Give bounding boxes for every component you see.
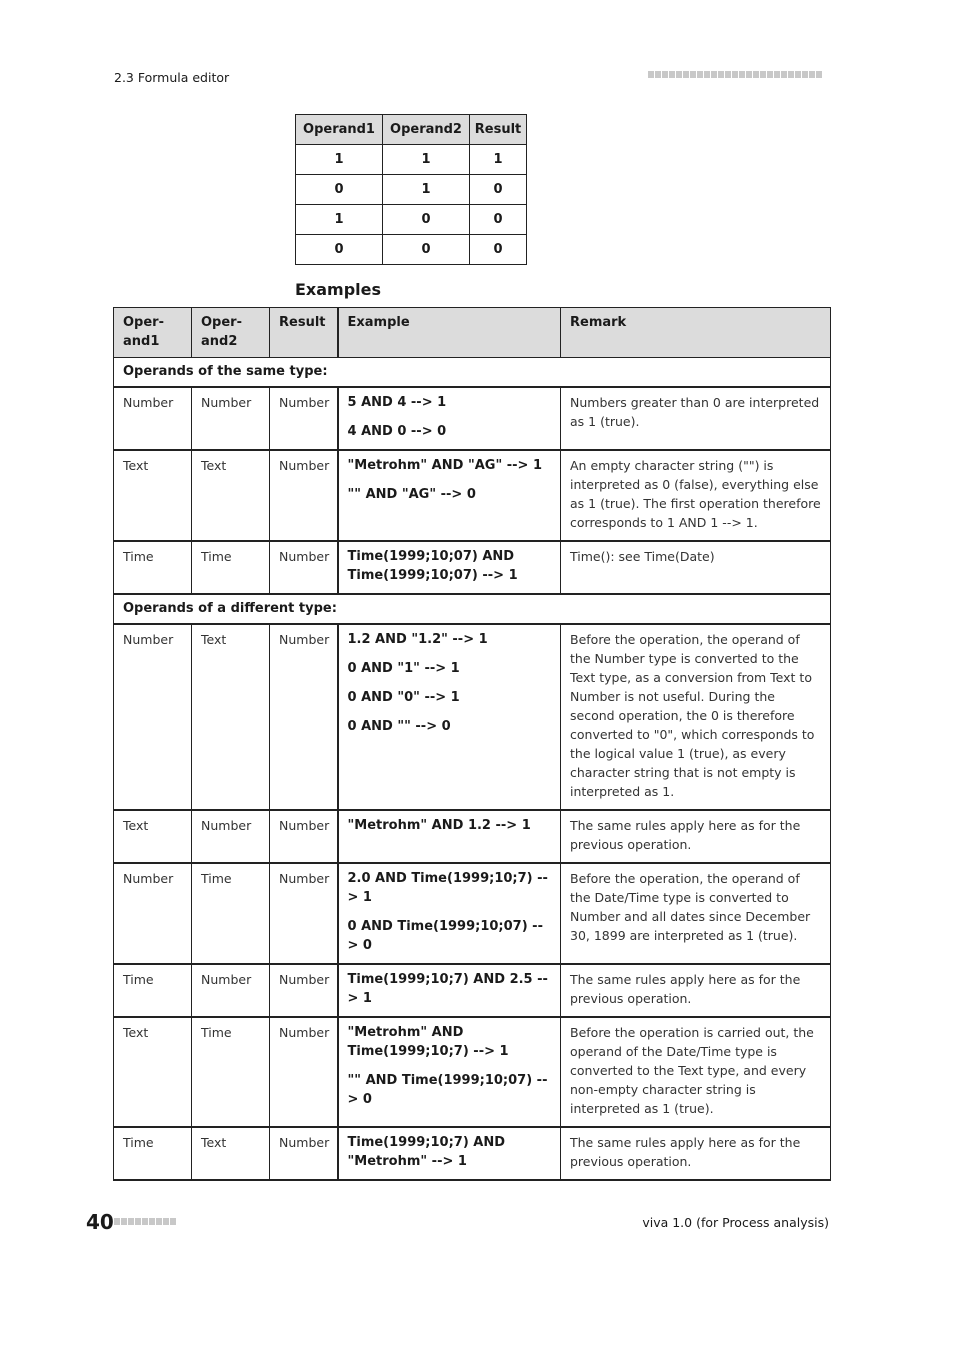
table-row	[114, 450, 831, 541]
table-cell: 0	[383, 205, 470, 235]
operand1-cell: Text	[114, 450, 192, 541]
result-cell: Number	[270, 387, 338, 450]
table-row	[296, 145, 527, 175]
result-cell: Number	[270, 541, 338, 594]
truth-header-result: Result	[470, 115, 527, 145]
remark-cell: Before the operation is carried out, the operand of the Date/Time type is converted to the Text type, and every non-empty character string is interpreted as 1 (true).	[561, 1017, 831, 1127]
operand1-cell: Time	[114, 964, 192, 1017]
example-expression: Time(1999;10;7) AND "Metrohm" --> 1	[347, 1135, 506, 1169]
operand1-cell: Text	[114, 1017, 192, 1127]
header-remark: Remark	[561, 308, 831, 358]
table-row	[114, 810, 831, 863]
table-cell: 1	[470, 145, 527, 175]
table-row	[114, 387, 831, 450]
example-cell	[338, 1017, 561, 1127]
truth-header-operand2: Operand2	[383, 115, 470, 145]
example-expression: Time(1999;10;7) AND 2.5 --> 1	[347, 972, 548, 1006]
footer-decoration	[114, 1218, 176, 1225]
section-label: Operands of a different type:	[114, 594, 831, 624]
table-row	[114, 1017, 831, 1127]
operand1-cell: Number	[114, 387, 192, 450]
operand2-cell: Time	[192, 863, 270, 964]
example-cell	[338, 1127, 561, 1180]
table-cell: 1	[296, 205, 383, 235]
section-row-different-type	[114, 594, 831, 624]
result-cell: Number	[270, 450, 338, 541]
table-cell: 0	[296, 175, 383, 205]
example-expression: 0 AND "1" --> 1	[347, 661, 460, 676]
operand1-cell: Time	[114, 541, 192, 594]
truth-header-operand1: Operand1	[296, 115, 383, 145]
table-cell: 1	[383, 145, 470, 175]
table-cell: 1	[296, 145, 383, 175]
operand2-cell: Text	[192, 450, 270, 541]
table-cell: 0	[470, 205, 527, 235]
example-expression: 4 AND 0 --> 0	[347, 424, 447, 439]
table-row	[114, 863, 831, 964]
operand2-cell: Number	[192, 387, 270, 450]
example-expression: "Metrohm" AND Time(1999;10;7) --> 1	[347, 1025, 509, 1059]
example-cell	[338, 624, 561, 810]
example-expression: 0 AND "0" --> 1	[347, 690, 460, 705]
result-cell: Number	[270, 964, 338, 1017]
result-cell: Number	[270, 624, 338, 810]
remark-cell: Numbers greater than 0 are interpreted as 1 (true).	[561, 387, 831, 450]
table-row	[114, 964, 831, 1017]
example-expression: 2.0 AND Time(1999;10;7) --> 1	[347, 871, 548, 905]
examples-header-row	[114, 308, 831, 358]
header-result: Result	[270, 308, 338, 358]
example-cell	[338, 810, 561, 863]
table-row	[296, 175, 527, 205]
table-row	[114, 1127, 831, 1180]
operand2-cell: Time	[192, 1017, 270, 1127]
remark-cell: Before the operation, the operand of the Number type is converted to the Text type, as a conversion from Text to Number is not useful. During the second operation, the 0 is therefore converted to "0", which corresponds to the logical value 1 (true), as every character string that is not empty is interpreted as 1.	[561, 624, 831, 810]
example-cell	[338, 964, 561, 1017]
example-cell	[338, 541, 561, 594]
remark-cell: The same rules apply here as for the previous operation.	[561, 810, 831, 863]
result-cell: Number	[270, 810, 338, 863]
examples-table	[113, 307, 831, 1181]
header-example: Example	[338, 308, 561, 358]
example-cell	[338, 387, 561, 450]
table-row	[296, 205, 527, 235]
example-expression: 1.2 AND "1.2" --> 1	[347, 632, 488, 647]
operand2-cell: Number	[192, 964, 270, 1017]
operand1-cell: Number	[114, 863, 192, 964]
example-expression: "Metrohm" AND "AG" --> 1	[347, 458, 542, 473]
result-cell: Number	[270, 1127, 338, 1180]
header-operand1: Oper- and1	[114, 308, 192, 358]
example-expression: 0 AND Time(1999;10;07) --> 0	[347, 919, 543, 953]
operand2-cell: Number	[192, 810, 270, 863]
example-expression: 5 AND 4 --> 1	[347, 395, 447, 410]
example-cell	[338, 863, 561, 964]
operand1-cell: Time	[114, 1127, 192, 1180]
operand1-cell: Text	[114, 810, 192, 863]
page-number: 40	[86, 1210, 114, 1234]
remark-cell: An empty character string ("") is interpreted as 0 (false), everything else as 1 (true). The first operation therefore corresponds to 1 AND 1 --> 1.	[561, 450, 831, 541]
section-row-same-type	[114, 358, 831, 388]
result-cell: Number	[270, 1017, 338, 1127]
result-cell: Number	[270, 863, 338, 964]
example-expression: Time(1999;10;07) AND Time(1999;10;07) --> 1	[347, 549, 518, 583]
example-cell	[338, 450, 561, 541]
examples-heading: Examples	[295, 280, 382, 299]
example-expression: "" AND Time(1999;10;07) --> 0	[347, 1073, 548, 1107]
example-expression: 0 AND "" --> 0	[347, 719, 451, 734]
table-cell: 0	[470, 175, 527, 205]
table-cell: 0	[383, 235, 470, 265]
operand2-cell: Time	[192, 541, 270, 594]
operand1-cell: Number	[114, 624, 192, 810]
table-row	[114, 624, 831, 810]
section-label: Operands of the same type:	[114, 358, 831, 388]
operand2-cell: Text	[192, 624, 270, 810]
table-row	[114, 541, 831, 594]
remark-cell: Before the operation, the operand of the Date/Time type is converted to Number and all dates since December 30, 1899 are interpreted as 1 (true).	[561, 863, 831, 964]
table-cell: 0	[470, 235, 527, 265]
header-operand2: Oper- and2	[192, 308, 270, 358]
truth-table	[295, 114, 527, 265]
table-cell: 1	[383, 175, 470, 205]
remark-cell: The same rules apply here as for the previous operation.	[561, 964, 831, 1017]
running-header-section: 2.3 Formula editor	[114, 70, 230, 85]
remark-cell: Time(): see Time(Date)	[561, 541, 831, 594]
truth-table-header	[296, 115, 527, 145]
operand2-cell: Text	[192, 1127, 270, 1180]
table-cell: 0	[296, 235, 383, 265]
example-expression: "Metrohm" AND 1.2 --> 1	[347, 818, 531, 833]
header-decoration	[648, 71, 822, 78]
table-row	[296, 235, 527, 265]
footer-product: viva 1.0 (for Process analysis)	[642, 1215, 829, 1230]
example-expression: "" AND "AG" --> 0	[347, 487, 476, 502]
remark-cell: The same rules apply here as for the previous operation.	[561, 1127, 831, 1180]
